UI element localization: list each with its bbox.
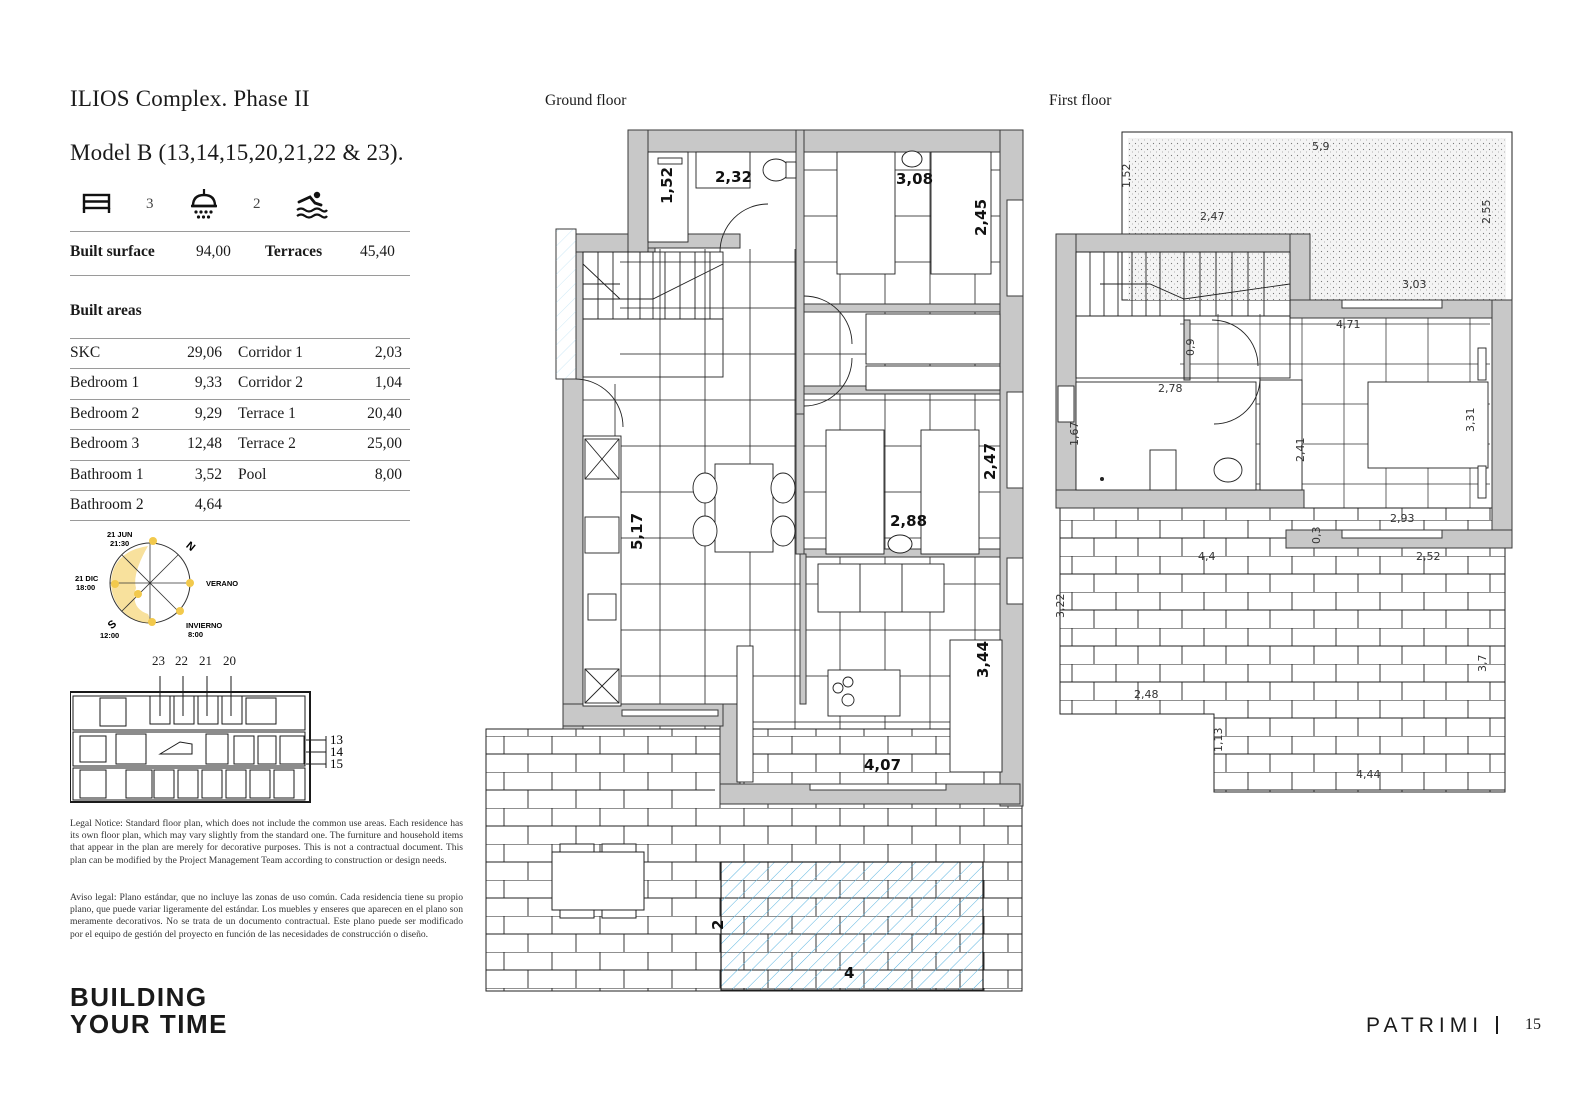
table-row <box>70 460 410 490</box>
area-value: 9,29 <box>194 404 222 422</box>
sun-label-invierno-time: 8:00 <box>188 630 204 639</box>
area-name: Terrace 2 <box>238 435 296 453</box>
area-name: Terrace 1 <box>238 404 296 422</box>
built-areas-table <box>70 338 410 521</box>
dim-label: 2,78 <box>1158 382 1183 395</box>
dim-label: 2,32 <box>715 168 753 186</box>
dim-label: 3,7 <box>1476 654 1489 672</box>
compass-north: N <box>183 539 198 554</box>
dim-label: 4,07 <box>864 756 902 774</box>
bedrooms-count: 3 <box>146 196 154 212</box>
area-name: Corridor 1 <box>238 344 304 361</box>
first-floor-plan <box>1050 124 1520 796</box>
dim-label: 1,52 <box>658 166 676 204</box>
ground-floor-label: Ground floor <box>545 92 627 109</box>
features-row <box>70 186 410 224</box>
area-value: 2,03 <box>374 344 402 361</box>
area-name: Corridor 2 <box>238 374 304 392</box>
brand-divider <box>1496 1016 1498 1034</box>
pool-icon <box>296 190 328 220</box>
dim-label: 2,55 <box>1480 199 1493 224</box>
sun-label-dic-time: 18:00 <box>76 583 96 592</box>
site-top-unit-labels <box>152 653 252 669</box>
area-name: Bathroom 1 <box>70 465 144 483</box>
area-value: 29,06 <box>187 344 222 361</box>
sun-label-verano: VERANO <box>206 579 239 588</box>
dim-label: 3,31 <box>1464 407 1477 432</box>
area-name: Bedroom 2 <box>70 404 140 422</box>
sun-label-dic: 21 DIC <box>75 574 99 583</box>
table-row <box>70 368 410 398</box>
divider <box>70 231 410 232</box>
area-value: 3,52 <box>194 465 222 483</box>
dim-label: 2,41 <box>1294 437 1307 462</box>
terraces-value: 45,40 <box>360 243 395 260</box>
sun-label-s-time: 12:00 <box>100 631 120 640</box>
dim-label: 3,08 <box>896 170 934 188</box>
dim-label: 2,45 <box>972 198 990 236</box>
dim-label: 4,4 <box>1198 550 1216 563</box>
dim-label: 2,93 <box>1390 512 1415 525</box>
terraces-label: Terraces <box>265 243 323 260</box>
compass-south: S <box>105 618 120 632</box>
area-name: Bedroom 3 <box>70 435 140 453</box>
table-row <box>70 429 410 459</box>
unit-label: 13 <box>330 732 343 747</box>
dim-label: 2,88 <box>890 512 928 530</box>
legal-notice-es: Aviso legal: Plano estándar, que no incluye las zonas de uso común. Cada residencia tiene su propio plano, que puede variar ligeramente del estándar. Los muebles y enseres que aparecen en el plano son meramente decorativos. No se trata de un documento contractual. Este plano puede ser modificado por el equipo de gestión del proyecto en función de las necesidades de construcción o diseño. <box>70 892 463 940</box>
sun-label-jun-time: 21:30 <box>110 539 130 548</box>
slogan-line: BUILDING <box>70 982 208 1012</box>
dim-label: 1,52 <box>1120 163 1133 188</box>
area-value: 1,04 <box>374 374 402 392</box>
bathrooms-count: 2 <box>253 196 261 212</box>
area-value: 8,00 <box>374 465 402 483</box>
unit-label: 14 <box>330 744 343 759</box>
dim-label: 3,03 <box>1402 278 1427 291</box>
dim-label: 3,22 <box>1054 593 1067 618</box>
unit-label: 20 <box>223 653 236 668</box>
table-row <box>70 490 410 521</box>
brand-logo: PATRIMI <box>1366 1014 1484 1037</box>
page-number: 15 <box>1525 1016 1541 1033</box>
dim-label: 4 <box>844 964 855 982</box>
area-value: 25,00 <box>367 435 402 453</box>
dim-label: 2,47 <box>981 442 999 480</box>
surface-row <box>70 243 410 267</box>
area-value: 12,48 <box>187 435 222 453</box>
dim-label: 0,9 <box>1184 338 1197 356</box>
dim-label: 5,17 <box>628 512 646 550</box>
area-name: Bathroom 2 <box>70 495 144 513</box>
dim-label: 4,71 <box>1336 318 1361 331</box>
bed-icon <box>82 192 112 214</box>
first-floor-label: First floor <box>1049 92 1112 109</box>
model-title: Model B (13,14,15,20,21,22 & 23). <box>70 140 404 165</box>
dim-label: 3,44 <box>974 640 992 678</box>
shower-icon <box>190 188 218 222</box>
unit-label: 23 <box>152 653 165 668</box>
site-plan <box>70 670 360 806</box>
dim-label: 0,3 <box>1310 526 1323 544</box>
area-name: SKC <box>70 344 101 361</box>
dim-label: 5,9 <box>1312 140 1330 153</box>
slogan-line: YOUR TIME <box>70 1009 228 1039</box>
unit-label: 15 <box>330 756 343 771</box>
sun-label-invierno: INVIERNO <box>186 621 223 630</box>
area-value: 20,40 <box>367 404 402 422</box>
ground-floor-plan <box>480 124 1040 996</box>
dim-label: 1,67 <box>1068 421 1081 446</box>
dim-label: 2,47 <box>1200 210 1225 223</box>
area-name: Bedroom 1 <box>70 374 140 392</box>
dim-label: 2,48 <box>1134 688 1159 701</box>
built-surface-value: 94,00 <box>196 243 231 260</box>
dim-label: 1,13 <box>1212 727 1225 752</box>
divider <box>70 275 410 276</box>
area-value: 4,64 <box>194 495 222 513</box>
built-surface-label: Built surface <box>70 243 155 260</box>
page-title: ILIOS Complex. Phase II <box>70 86 310 111</box>
legal-notice-en: Legal Notice: Standard floor plan, which does not include the common use areas. Each residence has its own floor plan, which may vary slightly from the standard one. The furniture and household items that appear in the plan are merely for decorative purposes. This is not a contractual document. This plan can be modified by the Project Management Team according to construction or design needs. <box>70 818 463 866</box>
area-value: 9,33 <box>194 374 222 392</box>
sun-orientation-diagram <box>70 526 250 644</box>
dim-label: 4,44 <box>1356 768 1381 781</box>
unit-label: 21 <box>199 653 212 668</box>
dim-label: 2,52 <box>1416 550 1441 563</box>
unit-label: 22 <box>175 653 188 668</box>
built-areas-title: Built areas <box>70 302 142 319</box>
dim-label: 2 <box>709 919 727 930</box>
slogan <box>70 984 228 1038</box>
sun-label-jun: 21 JUN <box>107 530 133 539</box>
table-row <box>70 399 410 429</box>
table-row <box>70 338 410 368</box>
area-name: Pool <box>238 465 267 483</box>
